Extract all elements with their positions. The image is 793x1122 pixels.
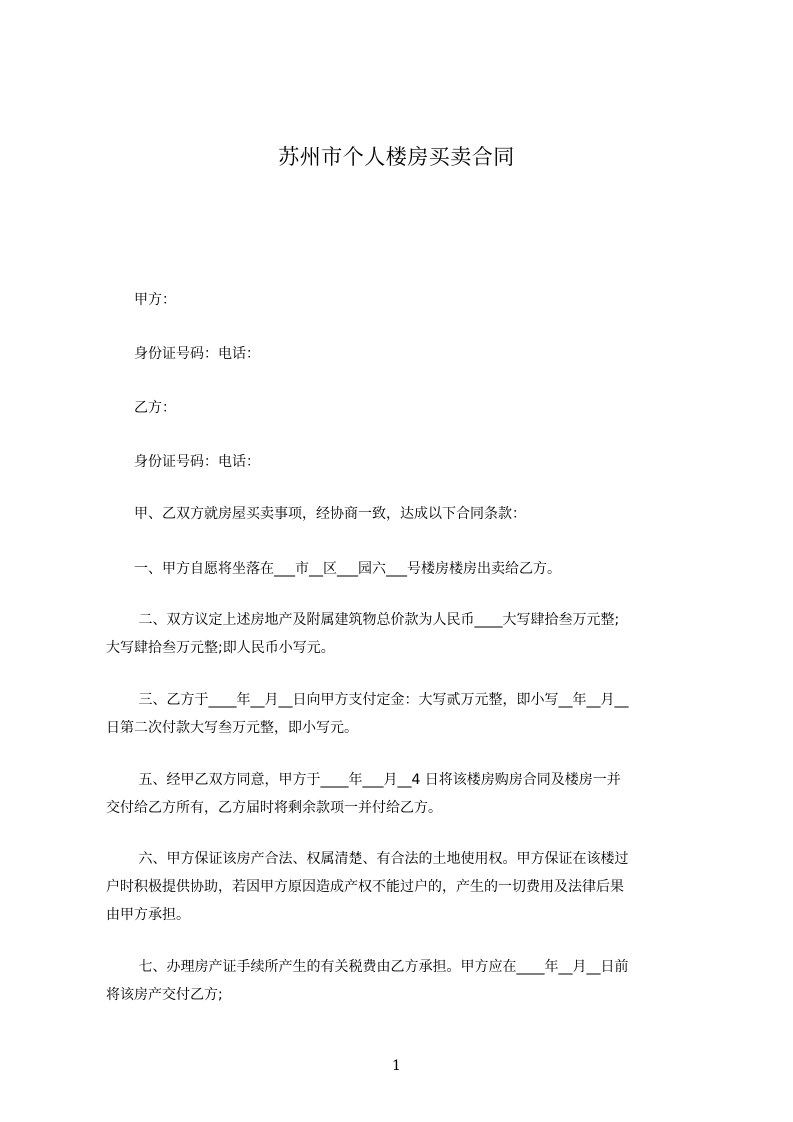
text-line: 七、办理房产证手续所产生的有关税费由乙方承担。甲方应在____年__月__日前: [106, 959, 629, 975]
party-b-id-phone-line: [106, 448, 704, 476]
text-line: 日第二次付款大写叁万元整，即小写元。: [106, 720, 358, 736]
text-line: 三、乙方于____年__月__日向甲方支付定金：大写贰万元整，即小写__年__月__: [106, 692, 629, 708]
text-line: 大写肆拾叁万元整;即人民币小写元。: [106, 640, 335, 656]
text-line: 六、甲方保证该房产合法、权属清楚、有合法的土地使用权。甲方保证在该楼过: [106, 851, 629, 867]
clause-3-paragraph: [106, 686, 704, 742]
text-line: 由甲方承担。: [106, 907, 190, 923]
party-a-line: [106, 286, 704, 314]
clause-7-paragraph: [106, 953, 704, 1009]
text-line: 五、经甲乙双方同意，甲方于____年___月__4 日将该楼房购房合同及楼房一并: [106, 772, 621, 788]
text-line: 甲、乙双方就房屋买卖事项，经协商一致，达成以下合同条款：: [106, 506, 526, 522]
text-line: 身份证号码：电话：: [106, 454, 260, 470]
text-line: 交付给乙方所有，乙方届时将剩余款项一并付给乙方。: [106, 800, 442, 816]
party-a-id-phone-line: [106, 340, 704, 368]
page-number: 1: [392, 1058, 401, 1074]
clause-5-paragraph: [106, 766, 704, 822]
agreement-intro-paragraph: [106, 500, 704, 528]
text-line: 将该房产交付乙方;: [106, 987, 223, 1003]
text-line: 一、甲方自愿将坐落在___市__区___园六___号楼房楼房出卖给乙方。: [106, 561, 561, 577]
clause-6-paragraph: [106, 845, 704, 929]
clause-2-paragraph: [106, 606, 704, 662]
text-line: 二、双方议定上述房地产及附属建筑物总价款为人民币____大写肆拾叁万元整;: [106, 612, 620, 628]
clause-1-paragraph: [106, 555, 704, 583]
text-line: 户时积极提供协助，若因甲方原因造成产权不能过户的，产生的一切费用及法律后果: [106, 879, 624, 895]
party-b-line: [106, 394, 704, 422]
text-line: 甲方：: [106, 292, 176, 308]
text-line: 身份证号码：电话：: [106, 346, 260, 362]
text-line: 乙方：: [106, 400, 176, 416]
document-title: 苏州市个人楼房买卖合同: [278, 145, 515, 169]
